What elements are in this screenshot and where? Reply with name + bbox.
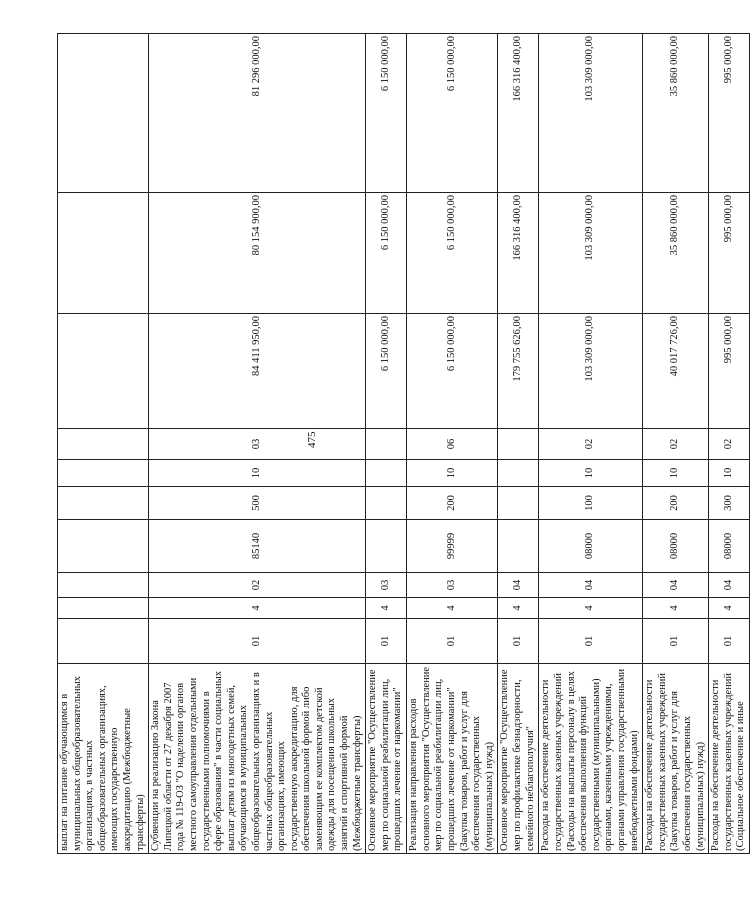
table-row	[366, 34, 407, 854]
amount-year-2: 166 316 400,00	[498, 193, 539, 314]
section-code	[366, 460, 407, 487]
row-description: Расходы на обеспечение деятельности государственных казенных учреждений (Социальное обеспечение и иные	[709, 664, 750, 854]
amount-year-2: 35 860 000,00	[643, 193, 709, 314]
subprogram-code: 4	[539, 598, 643, 619]
subsection-code: 03	[149, 429, 366, 460]
subsection-code: 06	[407, 429, 498, 460]
row-description: Реализация направления расходов основного мероприятия "Осуществление мер по социальной реабилитации лиц, прошедших лечение от наркомании" (Закупка товаров, работ и услуг для обеспечения государственных (муниципальных) нужд)	[407, 664, 498, 854]
program-code: 01	[149, 619, 366, 664]
amount-year-2: 6 150 000,00	[407, 193, 498, 314]
event-code: 04	[498, 573, 539, 598]
direction-code: 85140	[149, 520, 366, 573]
table-row	[643, 34, 709, 854]
amount-year-3: 166 316 400,00	[498, 34, 539, 193]
expense-type-code	[498, 487, 539, 520]
subsection-code: 02	[539, 429, 643, 460]
amount-year-1: 6 150 000,00	[407, 314, 498, 429]
event-code: 04	[709, 573, 750, 598]
amount-year-3: 6 150 000,00	[366, 34, 407, 193]
expense-type-code	[366, 487, 407, 520]
amount-year-2: 6 150 000,00	[366, 193, 407, 314]
program-code: 01	[539, 619, 643, 664]
amount-year-3: 103 309 000,00	[539, 34, 643, 193]
amount-year-2: 80 154 900,00	[149, 193, 366, 314]
budget-table-container	[57, 34, 747, 854]
row-description: Основное мероприятие "Осуществление мер по социальной реабилитации лиц, прошедших лечение от наркомании"	[366, 664, 407, 854]
amount-year-3: 35 860 000,00	[643, 34, 709, 193]
subsection-code	[58, 429, 149, 460]
subprogram-code: 4	[709, 598, 750, 619]
amount-year-3	[58, 34, 149, 193]
amount-year-1	[58, 314, 149, 429]
direction-code: 08000	[643, 520, 709, 573]
subsection-code: 02	[643, 429, 709, 460]
budget-table	[57, 33, 750, 854]
table-row	[498, 34, 539, 854]
subprogram-code: 4	[643, 598, 709, 619]
table-row	[539, 34, 643, 854]
direction-code	[498, 520, 539, 573]
subprogram-code: 4	[366, 598, 407, 619]
table-row	[149, 34, 366, 854]
amount-year-1: 84 411 950,00	[149, 314, 366, 429]
amount-year-3: 995 000,00	[709, 34, 750, 193]
program-code: 01	[643, 619, 709, 664]
subsection-code	[498, 429, 539, 460]
event-code: 02	[149, 573, 366, 598]
row-description: выплат на питание обучающимся в муниципальных общеобразовательных организациях, в частных общеобразовательных организациях, имеющих государственную аккредитацию (Межбюджетные трансферты)	[58, 664, 149, 854]
row-description: Расходы на обеспечение деятельности государственных казенных учреждений (Закупка товаров, работ и услуг для обеспечения государственных (муниципальных) нужд)	[643, 664, 709, 854]
subprogram-code: 4	[498, 598, 539, 619]
expense-type-code: 300	[709, 487, 750, 520]
amount-year-1: 179 755 626,00	[498, 314, 539, 429]
amount-year-2: 995 000,00	[709, 193, 750, 314]
subsection-code	[366, 429, 407, 460]
event-code: 04	[643, 573, 709, 598]
table-row	[709, 34, 750, 854]
row-description: Основное мероприятие "Осуществление мер по профилактике безнадзорности, семейного неблагополучия"	[498, 664, 539, 854]
section-code: 10	[539, 460, 643, 487]
table-row	[58, 34, 149, 854]
amount-year-2: 103 309 000,00	[539, 193, 643, 314]
amount-year-1: 103 309 000,00	[539, 314, 643, 429]
program-code: 01	[407, 619, 498, 664]
section-code	[498, 460, 539, 487]
section-code: 10	[643, 460, 709, 487]
event-code: 03	[366, 573, 407, 598]
row-description: Расходы на обеспечение деятельности государственных казенных учреждений (Расходы на выплаты персоналу в целях обеспечения выполнения функций государственными (муниципальными) органами, казенными учреждениями, органами управления государственными внебюджетными фондами)	[539, 664, 643, 854]
section-code	[58, 460, 149, 487]
page-number: 475	[306, 431, 318, 448]
expense-type-code: 500	[149, 487, 366, 520]
expense-type-code: 200	[643, 487, 709, 520]
subprogram-code: 4	[149, 598, 366, 619]
amount-year-3: 81 296 000,00	[149, 34, 366, 193]
table-row	[407, 34, 498, 854]
program-code: 01	[366, 619, 407, 664]
amount-year-3: 6 150 000,00	[407, 34, 498, 193]
row-description: Субвенции на реализацию Закона Липецкой области от 27 декабря 2007 года № 119-ОЗ "О наделении органов местного самоуправления отдельными государственными полномочиями в сфере образования" в части социальных выплат детям из многодетных семей, обучающимся в муниципальных общеобразовательных организациях и в частных общеобразовательных организациях, имеющих государственную аккредитацию, для обеспечения школьной формой либо заменяющим ее комплектом детской одежды для посещения школьных занятий и спортивной формой (Межбюджетные трансферты)	[149, 664, 366, 854]
program-code	[58, 619, 149, 664]
expense-type-code: 100	[539, 487, 643, 520]
expense-type-code	[58, 487, 149, 520]
subprogram-code: 4	[407, 598, 498, 619]
direction-code: 99999	[407, 520, 498, 573]
event-code: 03	[407, 573, 498, 598]
amount-year-1: 6 150 000,00	[366, 314, 407, 429]
amount-year-1: 995 000,00	[709, 314, 750, 429]
subprogram-code	[58, 598, 149, 619]
event-code: 04	[539, 573, 643, 598]
program-code: 01	[498, 619, 539, 664]
direction-code: 08000	[709, 520, 750, 573]
direction-code	[366, 520, 407, 573]
expense-type-code: 200	[407, 487, 498, 520]
direction-code	[58, 520, 149, 573]
direction-code: 08000	[539, 520, 643, 573]
section-code: 10	[149, 460, 366, 487]
section-code: 10	[407, 460, 498, 487]
program-code: 01	[709, 619, 750, 664]
amount-year-1: 40 017 726,00	[643, 314, 709, 429]
event-code	[58, 573, 149, 598]
section-code: 10	[709, 460, 750, 487]
amount-year-2	[58, 193, 149, 314]
subsection-code: 02	[709, 429, 750, 460]
